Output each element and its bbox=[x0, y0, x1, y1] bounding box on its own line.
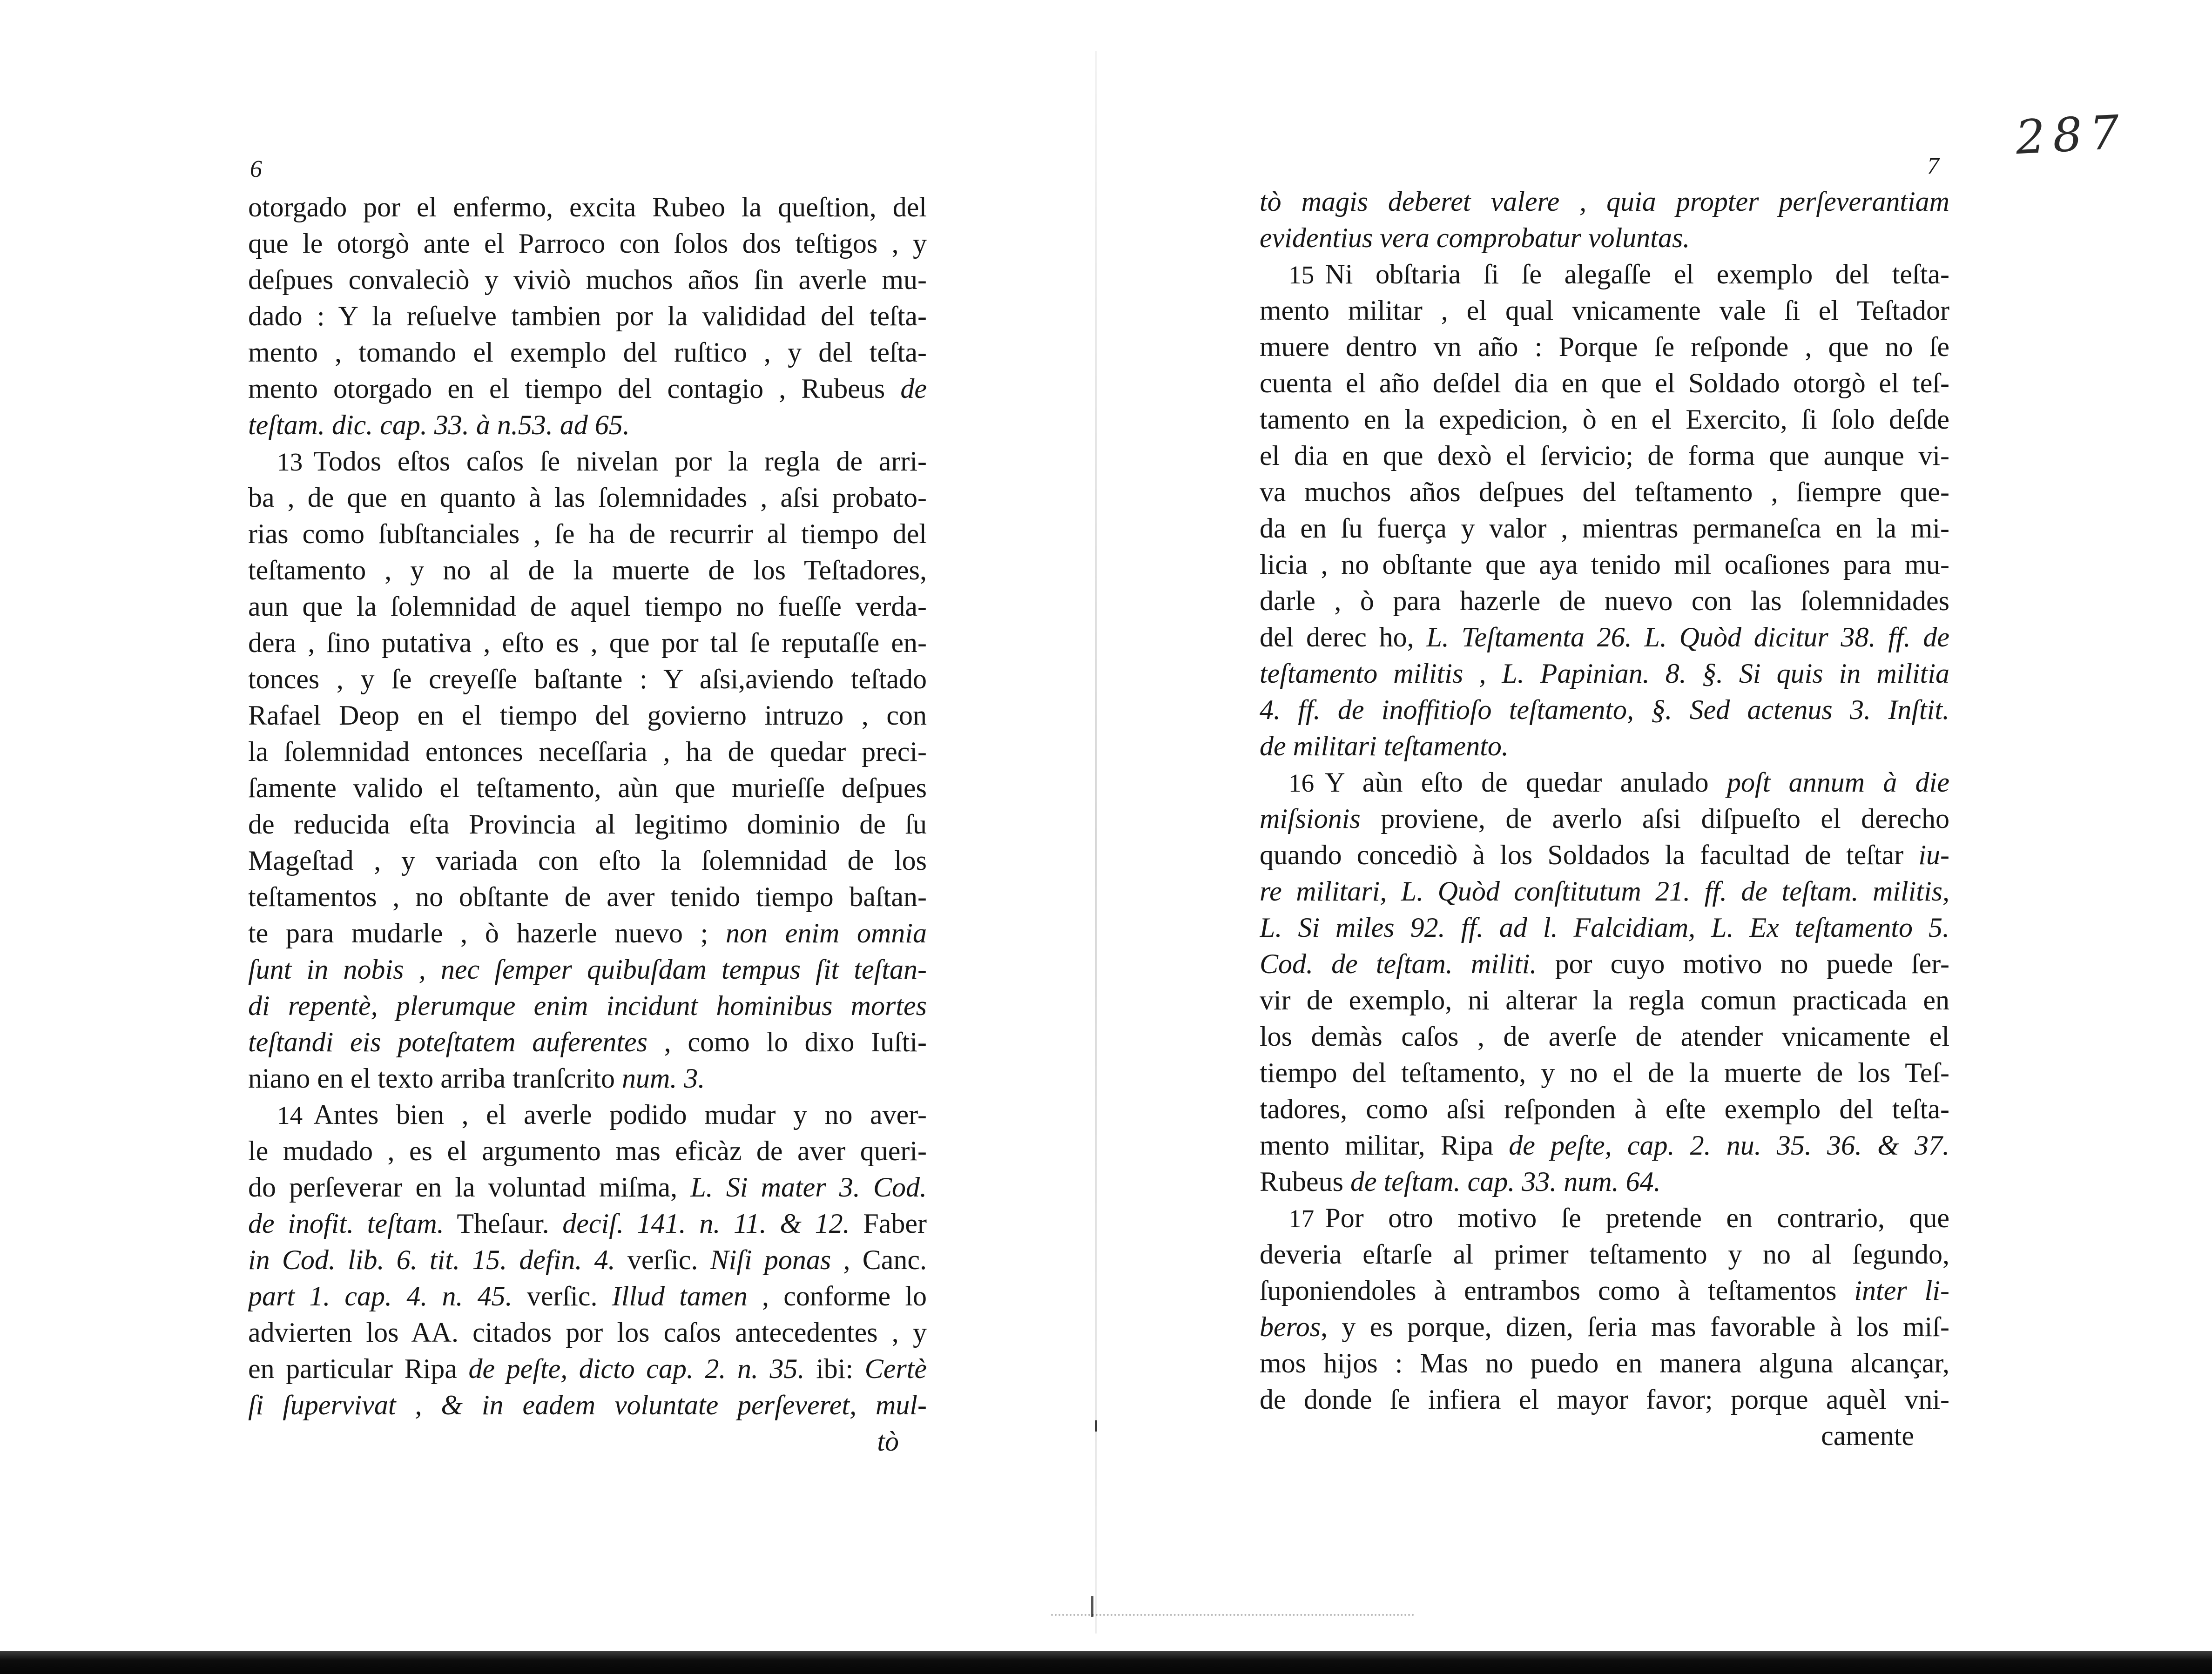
text-line bbox=[1260, 583, 1949, 619]
page-number: 7 bbox=[1927, 153, 1939, 179]
right-page bbox=[1099, 0, 2212, 1674]
text-line bbox=[248, 1169, 927, 1205]
text-italic: Niſi ponas bbox=[710, 1244, 831, 1275]
left-page bbox=[0, 0, 1099, 1674]
text-italic: Illud tamen bbox=[612, 1281, 748, 1311]
text-line bbox=[1260, 1091, 1949, 1127]
text-roman: ibi: bbox=[804, 1353, 865, 1384]
text-roman: niano en el texto arriba tranſcrito bbox=[248, 1063, 622, 1094]
text-line bbox=[248, 879, 927, 915]
text-line bbox=[248, 661, 927, 697]
text-roman: Theſaur. bbox=[444, 1208, 563, 1239]
text-roman: Faber bbox=[850, 1208, 927, 1239]
text-line bbox=[1260, 365, 1949, 401]
paragraph-number: 14 bbox=[277, 1101, 303, 1129]
text-roman: mento militar, Ripa bbox=[1260, 1130, 1509, 1161]
text-roman: darle , ò para hazerle de nuevo con las ſolemnidades bbox=[1260, 585, 1949, 616]
text-line bbox=[248, 1242, 927, 1278]
text-roman: los demàs caſos , de averſe de atender vnicamente el bbox=[1260, 1021, 1949, 1052]
text-line bbox=[248, 1060, 927, 1096]
text-roman: Rubeus bbox=[1260, 1166, 1350, 1197]
text-italic: re militari, L. Quòd conſtitutum 21. ff. de teſtam. militis, bbox=[1260, 876, 1949, 907]
text-line bbox=[248, 262, 927, 298]
text-roman: por cuyo motivo no puede ſer- bbox=[1537, 948, 1949, 979]
text-italic: de peſte, dicto cap. 2. n. 35. bbox=[468, 1353, 805, 1384]
text-roman: Ni obſtaria ſi ſe alegaſſe el exemplo del teſta- bbox=[1325, 259, 1949, 289]
text-roman: Todos eſtos caſos ſe nivelan por la regla de arri- bbox=[313, 446, 927, 477]
text-roman: Antes bien , el averle podido mudar y no aver- bbox=[313, 1099, 927, 1130]
text-roman: dado : Y la reſuelve tambien por la valididad del teſta- bbox=[248, 301, 927, 331]
text-line bbox=[1260, 800, 1949, 837]
text-roman: , Canc. bbox=[831, 1244, 927, 1275]
text-italic: L. Teſtamenta 26. L. Quòd dicitur 38. ff. de bbox=[1426, 622, 1949, 652]
text-line bbox=[248, 334, 927, 370]
text-line bbox=[248, 443, 927, 479]
text-line bbox=[248, 625, 927, 661]
text-line bbox=[248, 407, 927, 443]
text-line bbox=[248, 298, 927, 334]
text-line bbox=[248, 225, 927, 262]
text-italic: num. 3. bbox=[622, 1063, 705, 1094]
catchword: camente bbox=[1821, 1420, 1914, 1451]
text-italic: beros bbox=[1260, 1311, 1321, 1342]
text-roman: muere dentro vn año : Porque ſe reſponde , que no ſe bbox=[1260, 331, 1949, 362]
text-roman: mos hijos : Mas no puedo en manera alguna alcançar, bbox=[1260, 1348, 1949, 1378]
text-roman: do perſeverar en la voluntad miſma, bbox=[248, 1172, 691, 1203]
scan-bottom-edge bbox=[0, 1651, 2212, 1674]
text-roman: te para mudarle , ò hazerle nuevo ; bbox=[248, 918, 726, 948]
text-roman: Mageſtad , y variada con eſto la ſolemnidad de los bbox=[248, 845, 927, 876]
text-roman: va muchos años deſpues del teſtamento , ſiempre que- bbox=[1260, 477, 1949, 507]
text-line bbox=[1260, 401, 1949, 437]
text-italic: non enim omnia bbox=[726, 918, 927, 948]
text-line bbox=[248, 1205, 927, 1242]
text-line bbox=[1260, 546, 1949, 583]
paragraph-number: 13 bbox=[277, 448, 303, 476]
text-italic: deciſ. 141. n. 11. & 12. bbox=[562, 1208, 850, 1239]
text-roman: , y es porque, dizen, ſeria mas favorable à los miſ- bbox=[1321, 1311, 1949, 1342]
text-line bbox=[248, 516, 927, 552]
text-italic: L. Si mater 3. Cod. bbox=[690, 1172, 927, 1203]
text-line bbox=[1260, 873, 1949, 909]
text-roman: tadores, como aſsi reſponden à eſte exemplo del teſta- bbox=[1260, 1094, 1949, 1124]
text-roman: tiempo del teſtamento, y no el de la muerte de los Teſ- bbox=[1260, 1057, 1949, 1088]
text-line bbox=[248, 1314, 927, 1351]
text-italic: de peſte, cap. 2. nu. 35. 36. & 37. bbox=[1509, 1130, 1949, 1161]
text-roman: teſtamentos , no obſtante de aver tenido tiempo baſtan- bbox=[248, 881, 927, 912]
text-roman: ſamente valido el teſtamento, aùn que murieſſe deſpues bbox=[248, 773, 927, 803]
text-line bbox=[1260, 183, 1949, 220]
text-italic: tò magis deberet valere , quia propter perſeverantiam bbox=[1260, 186, 1949, 217]
text-roman: del derec ho, bbox=[1260, 622, 1427, 652]
text-line bbox=[1260, 437, 1949, 474]
text-line bbox=[1260, 764, 1949, 800]
text-line bbox=[1260, 474, 1949, 510]
text-roman: mento otorgado en el tiempo del contagio , Rubeus bbox=[248, 373, 901, 404]
text-line bbox=[1260, 728, 1949, 764]
text-line bbox=[248, 1351, 927, 1387]
text-line bbox=[1260, 1018, 1949, 1055]
text-line bbox=[1260, 1236, 1949, 1272]
text-line bbox=[1260, 329, 1949, 365]
text-roman: rias como ſubſtanciales , ſe ha de recurrir al tiempo del bbox=[248, 518, 927, 549]
page-number: 6 bbox=[250, 156, 262, 182]
text-italic: teſtamento militis , L. Papinian. 8. §. Si quis in militia bbox=[1260, 658, 1949, 689]
text-italic: ſi ſupervivat , & in eadem voluntate perſeveret, mul- bbox=[248, 1390, 927, 1420]
text-italic: miſsionis bbox=[1260, 803, 1361, 834]
text-italic: Cod. de teſtam. militi. bbox=[1260, 948, 1537, 979]
text-line bbox=[248, 588, 927, 625]
text-line bbox=[248, 1024, 927, 1060]
text-line bbox=[1260, 1309, 1949, 1345]
text-roman: quando concediò à los Soldados la facultad de teſtar bbox=[1260, 840, 1919, 870]
right-text-lines bbox=[1260, 183, 1949, 1418]
paragraph-number: 17 bbox=[1288, 1204, 1315, 1233]
text-roman: mento militar , el qual vnicamente vale ſi el Teſtador bbox=[1260, 295, 1949, 326]
text-roman: licia , no obſtante que aya tenido mil ocaſiones para mu- bbox=[1260, 549, 1949, 580]
text-line bbox=[248, 1133, 927, 1169]
text-line bbox=[248, 189, 927, 225]
text-roman: de reducida eſta Provincia al legitimo dominio de ſu bbox=[248, 809, 927, 840]
text-line bbox=[1260, 1272, 1949, 1309]
text-line bbox=[248, 988, 927, 1024]
text-line bbox=[1260, 1163, 1949, 1200]
text-line bbox=[1260, 256, 1949, 292]
text-roman: proviene, de averlo aſsi diſpueſto el derecho bbox=[1360, 803, 1949, 834]
text-italic: evidentius vera comprobatur voluntas. bbox=[1260, 222, 1690, 253]
text-italic: inter li- bbox=[1854, 1275, 1949, 1306]
text-roman: ſuponiendoles à entrambos como à teſtamentos bbox=[1260, 1275, 1855, 1306]
text-roman: , como lo dixo Iuſti- bbox=[647, 1027, 927, 1057]
text-roman: dera , ſino putativa , eſto es , que por tal ſe reputaſſe en- bbox=[248, 627, 927, 658]
text-italic: de teſtam. cap. 33. num. 64. bbox=[1350, 1166, 1661, 1197]
text-italic: de inofit. teſtam. bbox=[248, 1208, 444, 1239]
text-roman: Rafael Deop en el tiempo del govierno intruzo , con bbox=[248, 700, 927, 731]
text-line bbox=[1260, 982, 1949, 1018]
paragraph-number: 15 bbox=[1288, 261, 1315, 289]
paragraph-number: 16 bbox=[1288, 769, 1315, 797]
text-line bbox=[248, 1278, 927, 1314]
text-line bbox=[248, 806, 927, 842]
text-italic: teſtandi eis poteſtatem auferentes bbox=[248, 1027, 647, 1057]
text-line bbox=[1260, 1200, 1949, 1236]
right-text-block bbox=[1260, 183, 1949, 1454]
text-line bbox=[248, 697, 927, 733]
text-italic: Certè bbox=[864, 1353, 927, 1384]
left-text-lines bbox=[248, 189, 927, 1423]
text-line bbox=[248, 915, 927, 951]
text-roman: verſic. bbox=[512, 1281, 612, 1311]
text-line bbox=[1260, 1055, 1949, 1091]
text-italic: part 1. cap. 4. n. 45. bbox=[248, 1281, 513, 1311]
text-italic: de militari teſtamento. bbox=[1260, 731, 1509, 761]
text-roman: otorgado por el enfermo, excita Rubeo la queſtion, del bbox=[248, 192, 927, 222]
text-roman: le mudado , es el argumento mas eficàz de aver queri- bbox=[248, 1136, 927, 1166]
text-line bbox=[248, 370, 927, 407]
text-line bbox=[1260, 292, 1949, 329]
handwritten-folio-number: 287 bbox=[2014, 104, 2128, 165]
text-line bbox=[248, 479, 927, 516]
text-roman: da en ſu fuerça y valor , mientras permaneſca en la mi- bbox=[1260, 513, 1949, 544]
text-italic: in Cod. lib. 6. tit. 15. defin. 4. bbox=[248, 1244, 615, 1275]
left-text-block bbox=[248, 189, 927, 1459]
text-italic: poſt annum à die bbox=[1726, 767, 1949, 798]
text-italic: de bbox=[900, 373, 927, 404]
text-line bbox=[248, 770, 927, 806]
text-line bbox=[1260, 220, 1949, 256]
text-line bbox=[1260, 837, 1949, 873]
text-roman: el dia en que dexò el ſervicio; de forma que aunque vi- bbox=[1260, 440, 1949, 471]
text-line bbox=[248, 552, 927, 588]
text-roman: ba , de que en quanto à las ſolemnidades , aſsi probato- bbox=[248, 482, 927, 513]
text-line bbox=[248, 842, 927, 879]
text-italic: iu- bbox=[1918, 840, 1949, 870]
text-roman: cuenta el año deſdel dia en que el Soldado otorgò el teſ- bbox=[1260, 368, 1949, 398]
text-line bbox=[248, 951, 927, 988]
text-roman: tamento en la expedicion, ò en el Exercito, ſi ſolo deſde bbox=[1260, 404, 1949, 435]
text-roman: que le otorgò ante el Parroco con ſolos dos teſtigos , y bbox=[248, 228, 927, 259]
text-roman: la ſolemnidad entonces neceſſaria , ha de quedar preci- bbox=[248, 736, 927, 767]
text-roman: en particular Ripa bbox=[248, 1353, 469, 1384]
text-line bbox=[248, 733, 927, 770]
text-line bbox=[1260, 692, 1949, 728]
text-roman: tonces , y ſe creyeſſe baſtante : Y aſsi,aviendo teſtado bbox=[248, 664, 927, 694]
text-line bbox=[1260, 909, 1949, 946]
text-italic: di repentè, plerumque enim incidunt hominibus mortes bbox=[248, 990, 927, 1021]
catchword: tò bbox=[877, 1426, 899, 1457]
text-line bbox=[1260, 1345, 1949, 1381]
text-roman: aun que la ſolemnidad de aquel tiempo no fueſſe verda- bbox=[248, 591, 927, 622]
text-italic: 4. ff. de inoffitioſo teſtamento, §. Sed actenus 3. Inſtit. bbox=[1260, 694, 1949, 725]
text-roman: de donde ſe infiera el mayor favor; porque aquèl vni- bbox=[1260, 1384, 1949, 1415]
text-line bbox=[1260, 1127, 1949, 1163]
text-line bbox=[248, 1387, 927, 1423]
text-roman: Por otro motivo ſe pretende en contrario, que bbox=[1325, 1203, 1949, 1233]
text-roman: Y aùn eſto de quedar anulado bbox=[1325, 767, 1727, 798]
text-roman: verſic. bbox=[615, 1244, 710, 1275]
text-roman: , conforme lo bbox=[747, 1281, 927, 1311]
text-roman: vir de exemplo, ni alterar la regla comun practicada en bbox=[1260, 985, 1949, 1015]
text-roman: deſpues convaleciò y viviò muchos años ſin averle mu- bbox=[248, 264, 927, 295]
text-line bbox=[248, 1096, 927, 1133]
text-line bbox=[1260, 1381, 1949, 1418]
text-line bbox=[1260, 655, 1949, 692]
text-line bbox=[1260, 946, 1949, 982]
text-line bbox=[1260, 510, 1949, 546]
text-italic: ſunt in nobis , nec ſemper quibuſdam tempus ſit teſtan- bbox=[248, 954, 927, 985]
text-roman: teſtamento , y no al de la muerte de los Teſtadores, bbox=[248, 555, 927, 585]
text-italic: L. Si miles 92. ff. ad l. Falcidiam, L. Ex teſtamento 5. bbox=[1260, 912, 1949, 943]
text-line bbox=[1260, 619, 1949, 655]
text-roman: mento , tomando el exemplo del ruſtico , y del teſta- bbox=[248, 337, 927, 368]
text-roman: deveria eſtarſe al primer teſtamento y no al ſegundo, bbox=[1260, 1239, 1949, 1270]
text-italic: teſtam. dic. cap. 33. à n.53. ad 65. bbox=[248, 410, 630, 440]
text-roman: advierten los AA. citados por los caſos antecedentes , y bbox=[248, 1317, 927, 1348]
